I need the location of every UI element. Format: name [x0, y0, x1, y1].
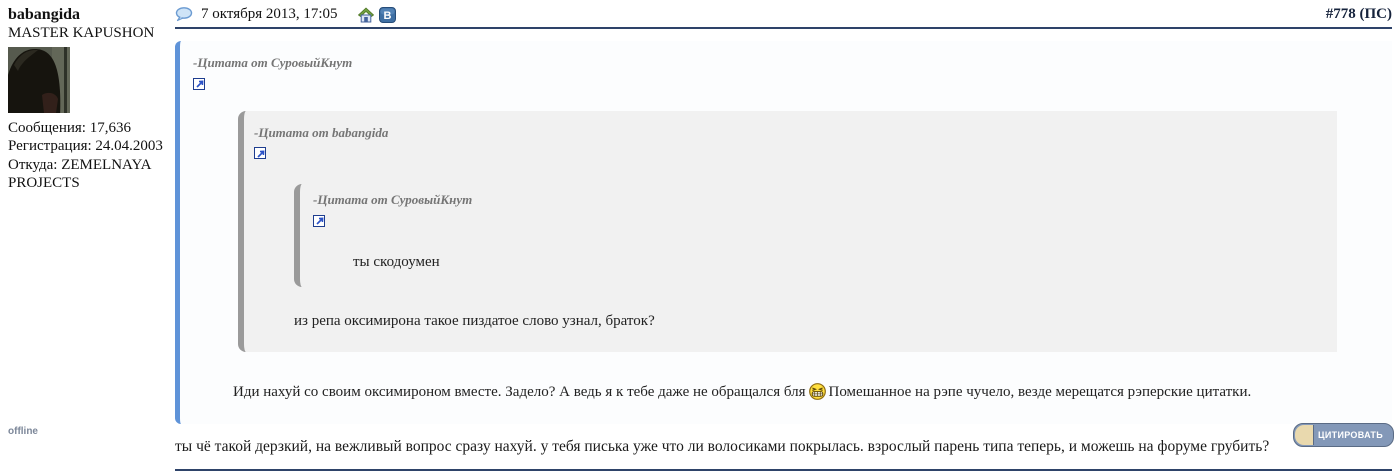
post-body-panel	[175, 0, 1400, 456]
view-post-icon[interactable]	[254, 147, 266, 159]
quote-block-level3	[294, 184, 1327, 287]
view-post-icon[interactable]	[193, 78, 205, 90]
quote-block-level2	[238, 111, 1337, 352]
user-stat-posts: Сообщения: 17,636	[8, 120, 131, 137]
biggrin-smiley-icon	[809, 383, 826, 400]
post-date: 7 октября 2013, 17:05	[201, 6, 338, 22]
view-post-icon[interactable]	[313, 215, 325, 227]
avatar[interactable]	[8, 47, 70, 113]
home-icon[interactable]	[358, 7, 374, 23]
vk-letter: B	[383, 9, 392, 22]
online-status-badge: offline	[8, 426, 38, 437]
user-title: MASTER KAPUSHON	[8, 25, 155, 42]
quote-block-outer	[175, 41, 1392, 424]
vk-icon[interactable]	[379, 7, 396, 23]
comment-bubble-icon	[175, 7, 193, 22]
post-number-permalink[interactable]: #778 (ПС)	[1325, 6, 1392, 22]
quote-text-level3: ты скодоумен	[353, 253, 440, 270]
quote-caption-level2: -Цитата от babangida	[254, 124, 389, 140]
post-header	[175, 6, 1392, 29]
quote-reply-button[interactable]: ЦИТИРОВАТЬ	[1293, 423, 1394, 447]
quote-text-level2: из репа оксимирона такое пиздатое слово узнал, браток?	[294, 312, 655, 329]
user-stat-location: Откуда: ZEMELNAYA PROJECTS	[8, 156, 151, 192]
post-message: ты чё такой дерзкий, на вежливый вопрос сразу нахуй. у тебя писька уже что ли волосиками покрылась. взрослый парень типа теперь, и можешь на форуме грубить?	[175, 438, 1270, 456]
user-stat-registered: Регистрация: 24.04.2003	[8, 138, 163, 155]
user-info-panel	[0, 0, 175, 438]
quote-text-outer: Иди нахуй со своим оксимироном вместе. Задело? А ведь я к тебе даже не обращался бля Помешанное на рэпе чучело, везде мерещатся рэперские цитатки.	[233, 383, 1252, 400]
quote-caption-outer: -Цитата от СуровыйКнут	[193, 55, 353, 70]
quote-caption-level3: -Цитата от СуровыйКнут	[313, 192, 473, 208]
username-link[interactable]: babangida	[8, 6, 81, 23]
